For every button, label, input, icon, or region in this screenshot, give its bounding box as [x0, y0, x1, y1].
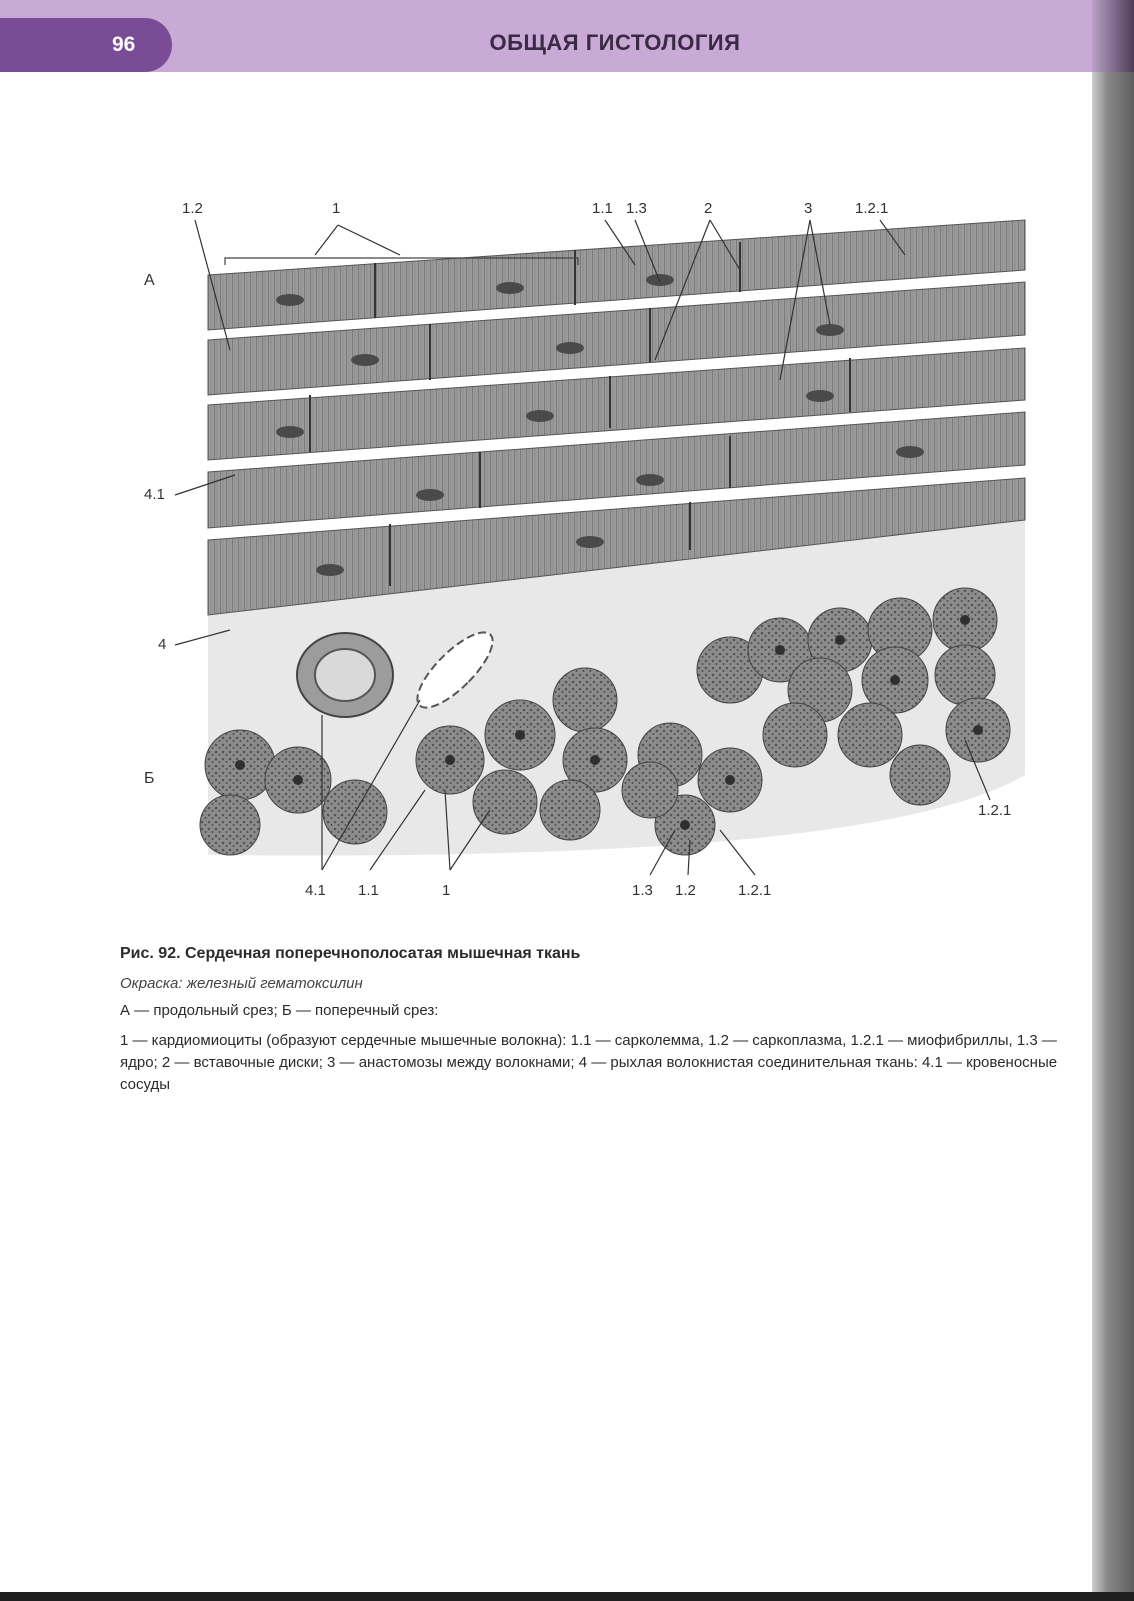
callout-4-1-bottom: 4.1: [305, 882, 326, 899]
figure-caption-stain: Окраска: железный гематоксилин: [120, 975, 363, 992]
callout-1-1: 1.1: [592, 200, 613, 217]
callout-1: 1: [332, 200, 341, 217]
callout-1-bottom: 1: [442, 882, 451, 899]
callout-2: 2: [704, 200, 713, 217]
callout-1-2-bottom: 1.2: [675, 882, 696, 899]
callout-3: 3: [804, 200, 813, 217]
callout-1-2: 1.2: [182, 200, 203, 217]
histology-illustration: [130, 190, 1070, 910]
callout-1-2-1-bottom: 1.2.1: [738, 882, 772, 899]
figure-caption-legend: 1 — кардиомиоциты (образуют сердечные мышечные волокна): 1.1 — сарколемма, 1.2 — саркоплазма, 1.2.1 — миофибриллы, 1.3 — ядро; 2 — вставочные диски; 3 — анастомозы между волокнами; 4 — рыхлая волокнистая соединительная ткань: 4.1 — кровеносные сосуды: [120, 1032, 1058, 1093]
section-label-b: Б: [144, 770, 155, 787]
figure-caption-sections: А — продольный срез; Б — поперечный срез:: [120, 1002, 439, 1019]
callout-1-2-1: 1.2.1: [855, 200, 889, 217]
page-edge-shadow-top: [1092, 0, 1134, 72]
callout-1-2-1-right: 1.2.1: [978, 802, 1012, 819]
figure-caption-title: Рис. 92. Сердечная поперечнополосатая мышечная ткань: [120, 945, 581, 962]
histology-figure: [130, 190, 1070, 910]
callout-1-1-bottom: 1.1: [358, 882, 379, 899]
callout-4-left: 4: [158, 636, 167, 653]
callout-1-3: 1.3: [626, 200, 647, 217]
section-label-a: А: [144, 272, 155, 289]
page-edge-shadow: [1092, 0, 1134, 1601]
page-number: 96: [0, 18, 172, 72]
callout-4-1-left: 4.1: [144, 486, 165, 503]
running-title: ОБЩАЯ ГИСТОЛОГИЯ: [489, 30, 741, 55]
callout-1-3-bottom: 1.3: [632, 882, 653, 899]
scan-bottom-edge: [0, 1592, 1134, 1601]
